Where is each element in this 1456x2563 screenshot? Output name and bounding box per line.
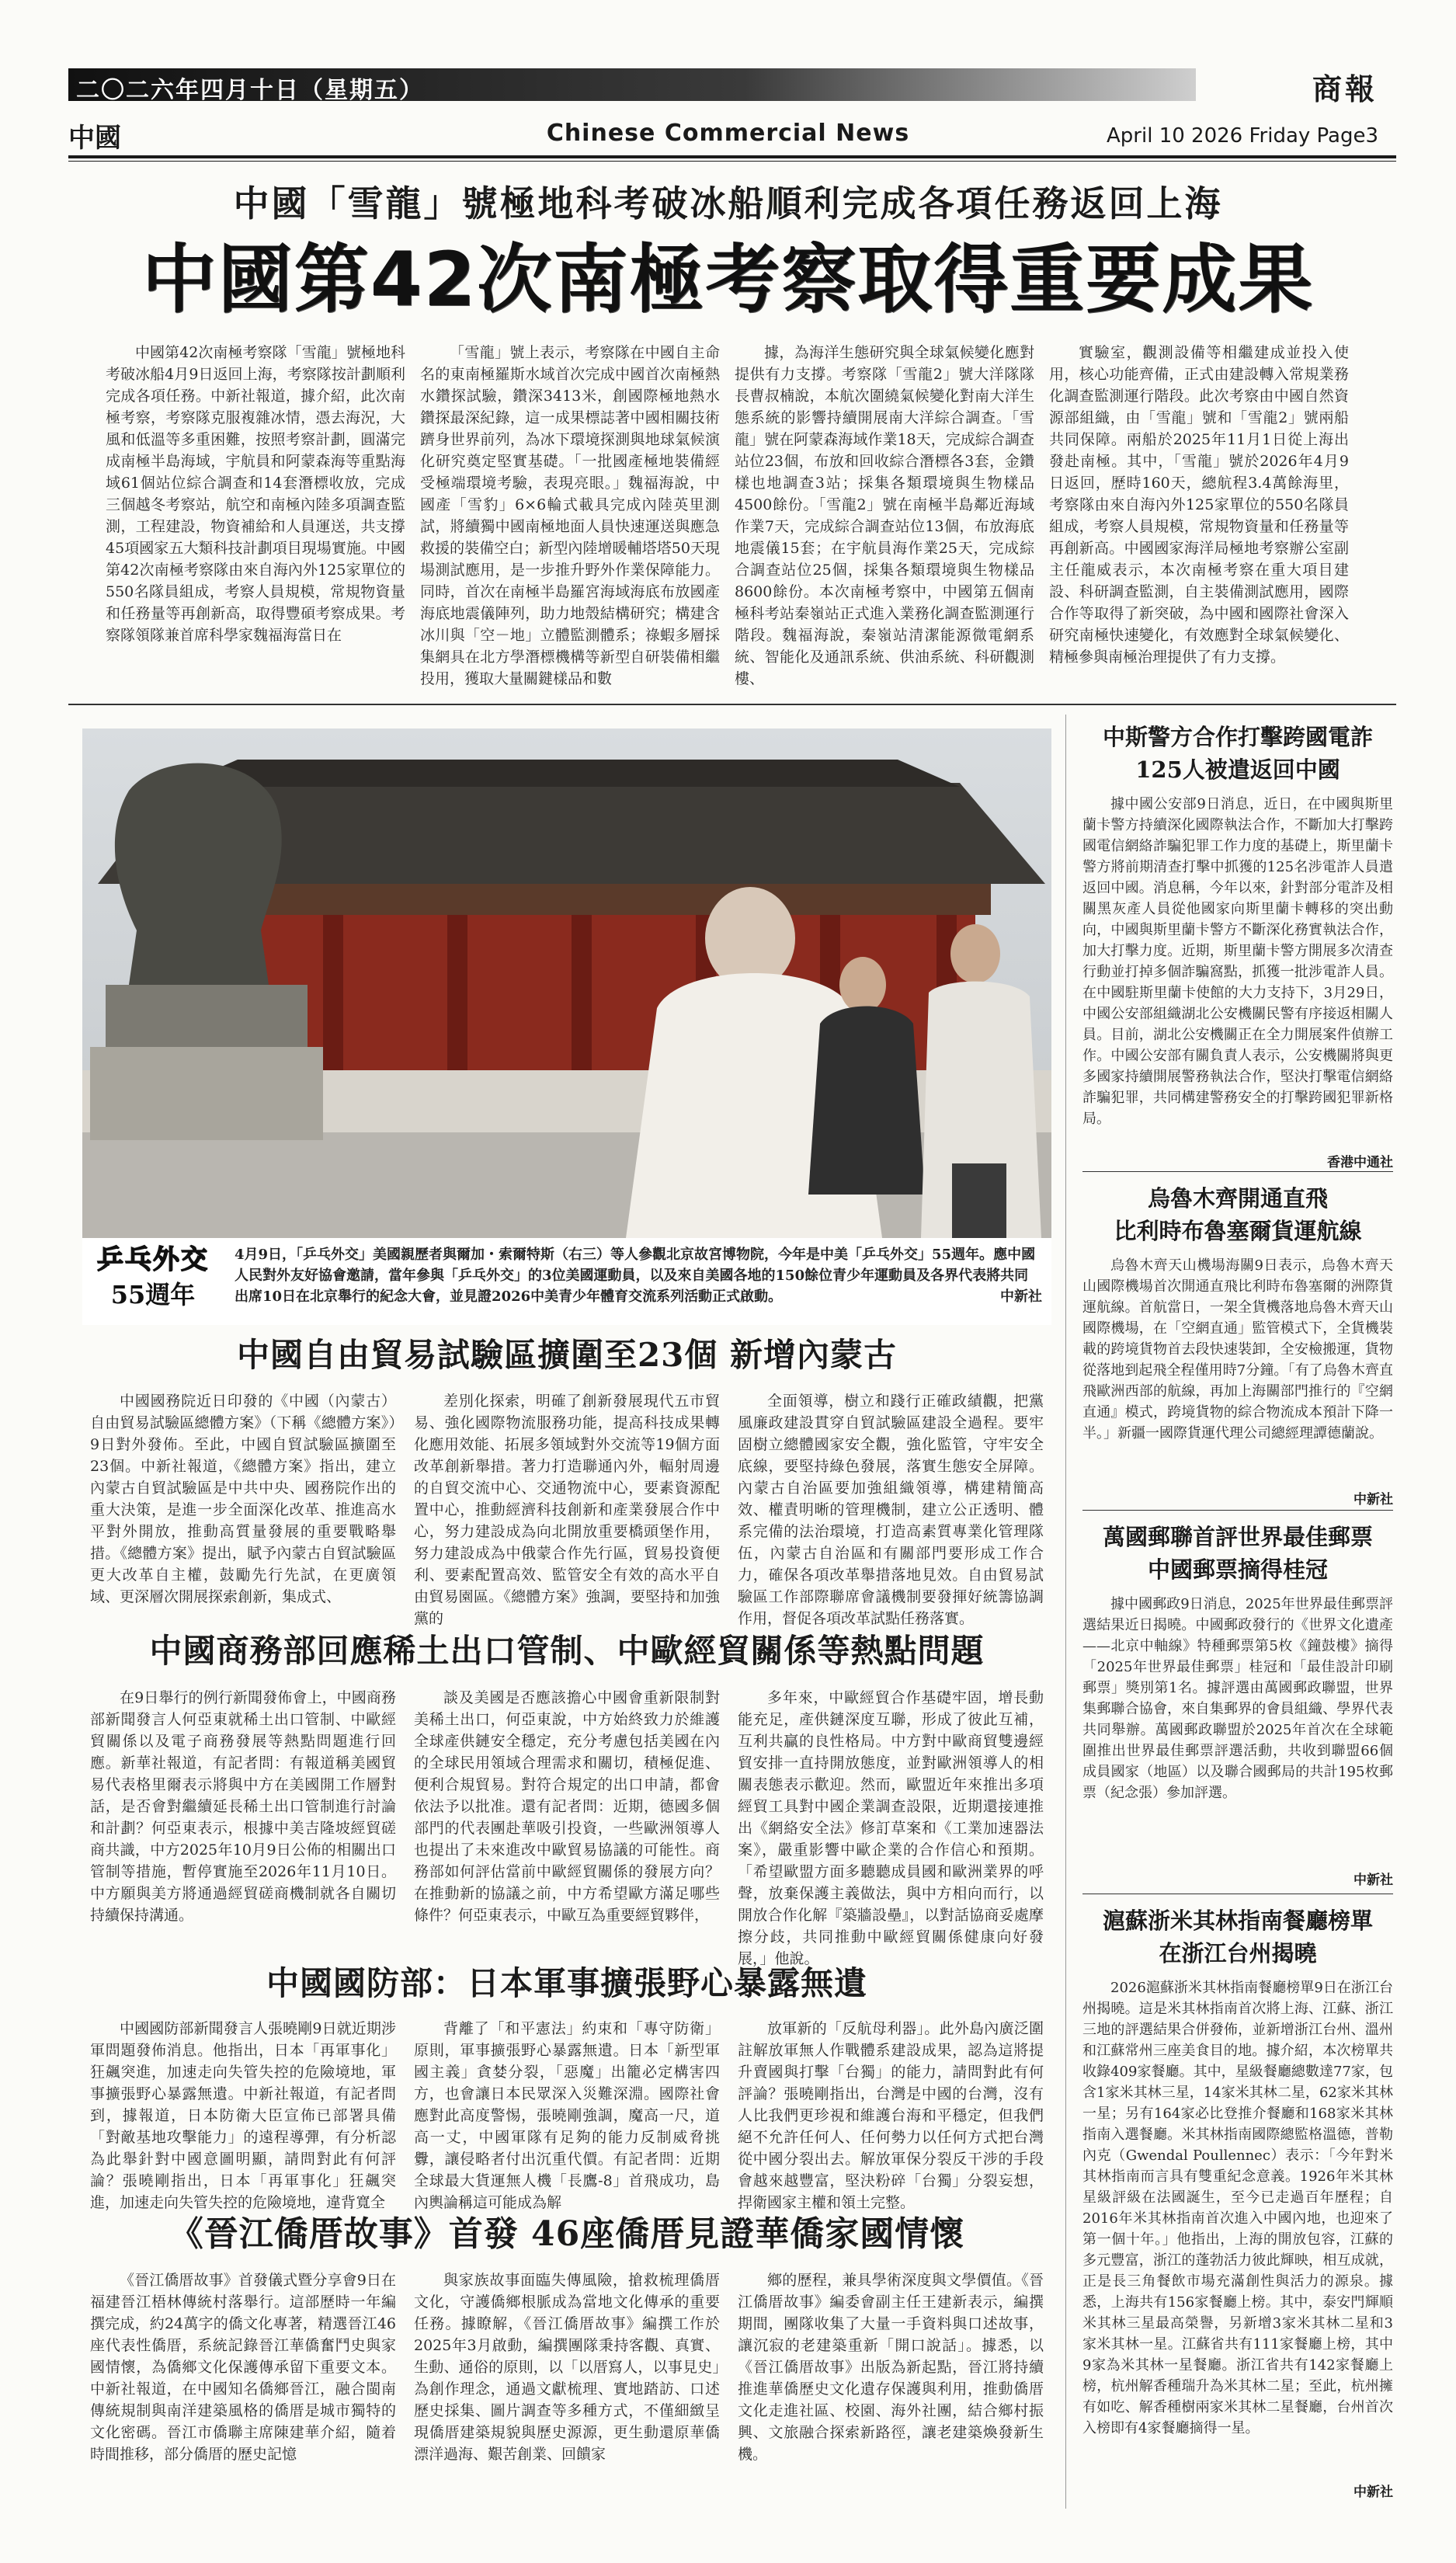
- side-story-2: [1082, 1182, 1393, 1508]
- side-story-4-title: 滬蘇浙米其林指南餐廳榜單 在浙江台州揭曉: [1102, 1907, 1373, 1967]
- mod-col-1: 中國國防部新聞發言人張曉剛9日就近期涉軍問題發佈消息。他指出，日本「再軍事化」狂飆突進，加速走向失管失控的危險境地，軍事擴張野心暴露無遺。中新社報道，有記者問到，據報道，日本防衛大臣宣佈已部署具備「對敵基地攻擊能力」的遠程導彈，有分析認為此舉針對中國意圖明顯，請問對此有何評論？張曉剛指出，日本「再軍事化」狂飆突進，加速走向失管失控的危險境地，違背寬全: [90, 2020, 396, 2211]
- side-story-3-body: 據中國郵政9日消息，2025年世界最佳郵票評選結果近日揭曉。中國郵政發行的《世界文化遺產——北京中軸線》特種郵票第5枚《鐘鼓樓》摘得「2025年世界最佳郵票」桂冠和「最佳設計印刷郵票」獎別第1名。據評選由萬國郵政聯盟，世界集郵聯合協會，來自集郵界的會員組織、學界代表共同舉辦。萬國郵政聯盟於2025年首次在全球範圍推出世界最佳郵票評選活動，共收到聯盟66個成員國家（地區）以及聯合國郵局的共計195枚郵票（紀念張）參加評選。: [1082, 1596, 1393, 1801]
- side-story-4-credit: 中新社: [1353, 2485, 1393, 2500]
- mofcom-headline: 中國商務部回應稀土出口管制、中歐經貿關係等熱點問題: [149, 1632, 985, 1670]
- sidebar-divider: [1082, 1171, 1393, 1172]
- badge-line-1: 乒乓外交: [97, 1244, 209, 1275]
- side-story-4-body: 2026滬蘇浙米其林指南餐廳榜單9日在浙江台州揭曉。這是米其林指南首次將上海、江蘇、浙江三地的評選結果合併發佈，並新增浙江台州、溫州和江蘇常州三座美食目的地。據介紹，本次榜單共收錄409家餐廳。其中，星級餐廳總數達77家，包含1家米其林三星，14家米其林二星，62家米其林一星；另有164家必比登推介餐廳和168家米其林指南入選餐廳。米其林指南國際總監格溫德，普勒內克（Gwendal Poullennec）表示：「今年對米其林指南而言具有雙重紀念意義。1926年米其林星級評級在法國誕生，至今已走過百年歷程；自2016年米其林指南首次進入中國內地，也迎來了第一個十年。」他指出，上海的開放包容，江蘇的多元豐富，浙江的蓬勃活力彼此輝映，相互成就，正是長三角餐飲市場充滿創性與活力的源泉。據悉，上海共有156家餐廳上榜。其中，泰安門輝順米其林三星最高榮譽，另新增3家米其林二星和3家米其林一星。江蘇省共有111家餐廳上榜，其中9家為米其林一星餐廳。浙江省共有142家餐廳上榜，杭州解香種瑞升為米其林二星；至此，杭州擁有如吃、解香種樹兩家米其林二星餐廳，台州首次入榜即有4家餐廳摘得一星。: [1082, 1980, 1393, 2436]
- date-banner: [68, 68, 1196, 104]
- ftz-headline: 中國自由貿易試驗區擴圍至23個 新增內蒙古: [236, 1336, 898, 1374]
- section-divider: [68, 704, 1396, 705]
- jinjiang-headline: 《晉江僑厝故事》首發 46座僑厝見證華僑家國情懷: [169, 2214, 965, 2254]
- sidebar-rule: [1065, 715, 1066, 2509]
- lead-headline: 中國第42次南極考察取得重要成果: [141, 236, 1315, 323]
- ftz-col-1: 中國國務院近日印發的《中國（內蒙古）自由貿易試驗區總體方案》（下稱《總體方案》）9日對外發佈。至此，中國自貿試驗區擴圍至23個。中新社報道，《總體方案》指出，建立內蒙古自貿試驗區是中共中央、國務院作出的重大決策，是進一步全面深化改革、推進高水平對外開放，推動高質量發展的重要戰略舉措。《總體方案》提出，賦予內蒙古自貿試驗區更大改革自主權，鼓勵先行先試，在更廣領域、更深層次開展探索創新，集成式、: [90, 1393, 396, 1605]
- lead-col-4: 實驗室，觀測設備等相繼建成並投入使用，核心功能齊備，正式由建設轉入常規業務化調查監測運行階段。此次考察由中國自然資源部組織，由「雪龍」號和「雪龍2」號兩船共同保障。兩船於2025年11月1日從上海出發赴南極。其中，「雪龍」號於2026年4月9日返回，歷時160天，總航程3.4萬餘海里，考察隊由來自海內外125家單位的550名隊員組成，考察人員規模，常規物資量和任務量等再創新高。中國國家海洋局極地考察辦公室副主任龍威表示，本次南極考察在重大項目建設、科研調查監測，自主裝備測試應用，國際合作等取得了新突破，為中國和國際社會深入研究南極快速變化，有效應對全球氣候變化、精極參與南極治理提供了有力支撐。: [1049, 344, 1349, 666]
- side-story-1-title: 中斯警方合作打擊跨國電詐 125人被遣返回中國: [1102, 724, 1373, 783]
- side-story-3-title: 萬國郵聯首評世界最佳郵票 中國郵票摘得桂冠: [1102, 1524, 1373, 1583]
- photo-credit: 中新社: [1000, 1288, 1042, 1305]
- side-story-1: [1082, 721, 1393, 1170]
- side-story-1-body: 據中國公安部9日消息，近日，在中國與斯里蘭卡警方持續深化國際執法合作，不斷加大打擊跨國電信網絡詐騙犯罪工作力度的基礎上，斯里蘭卡警方將前期清查打擊中抓獲的125名涉電詐人員遣返回中國。消息稱，今年以來，針對部分電詐及相關黑灰產人員從他國家向斯里蘭卡轉移的突出動向，中國與斯里蘭卡警方不斷深化務實執法合作，加大打擊力度。近期，斯里蘭卡警方開展多次清查行動並打掉多個詐騙窩點，抓獲一批涉電詐人員。在中國駐斯里蘭卡使館的大力支持下，3月29日，中國公安部組織湖北公安機關民警有序接返相關人員。目前，湖北公安機關正在全力開展案件偵辦工作。中國公安部有關負責人表示，公安機關將與更多國家持續開展警務執法合作，堅決打擊電信網絡詐騙犯罪，共同構建警務安全的打擊跨國犯罪新格局。: [1082, 796, 1393, 1127]
- news-photo: [82, 729, 1051, 1238]
- photo-caption-box: [82, 1238, 1051, 1325]
- lead-col-1: 中國第42次南極考察隊「雪龍」號極地科考破冰船4月9日返回上海，考察隊按計劃順利完成各項任務。中新社報道，據介紹，此次南極考察，考察隊克服複雜冰情，憑去海況，大風和低溫等多重困難，按照考察計劃，圓滿完成南極半島海域，宇航員和阿蒙森海等重點海域61個站位綜合調查和14套潛標收放，完成三個越冬考察站，航空和南極內陸多項調查監測，工程建設，物資補給和人員運送，共支撐45項國家五大類科技計劃項目現場實施。中國第42次南極考察隊由來自海內外125家單位的550名隊員組成，考察人員規模，常規物資量和任務量等再創新高，取得豐碩考察成果。考察隊領隊兼首席科學家魏福海當日在: [106, 344, 405, 644]
- paper-logo: 商報: [1312, 71, 1378, 106]
- mofcom-col-1: 在9日舉行的例行新聞發佈會上，中國商務部新聞發言人何亞東就稀土出口管制、中歐經貿關係以及電子商務發展等熱點問題進行回應。新華社報道，有記者問：有報道稱美國貿易代表格里爾表示將與中方在美國開工作層對話，是否會對繼續延長稀土出口管制進行討論和計劃？何亞東表示，根據中美吉隆坡經貿磋商共識，中方2025年10月9日公佈的相關出口管制等措施，暫停實施至2026年11月10日。中方願與美方將通過經貿磋商機制就各自關切持續保持溝通。: [90, 1689, 396, 1924]
- mod-col-3: 放軍新的「反航母利器」。此外島內廣泛圍註解放軍無人作戰體系建設成果，認為這將提升賣國與打擊「台獨」的能力，請問對此有何評論？張曉剛指出，台灣是中國的台灣，沒有人比我們更珍視和維護台海和平穩定，但我們絕不允許任何人、任何勢力以任何方式把台灣從中國分裂出去。解放軍保分裂反干涉的手段會越來越豐富，堅決粉碎「台獨」分裂妄想，捍衛國家主權和領土完整。: [738, 2020, 1044, 2211]
- section-name: 中國: [68, 123, 121, 154]
- side-story-2-credit: 中新社: [1353, 1492, 1393, 1508]
- side-story-3: [1082, 1521, 1393, 1888]
- side-story-2-body: 烏魯木齊天山機場海關9日表示，烏魯木齊天山國際機場首次開通直飛比利時布魯塞爾的洲際貨運航線。首航當日，一架全貨機落地烏魯木齊天山國際機場，在「空網直通」監管模式下，全貨機裝載的跨境貨物首去段快速裝卸，全安檢搬運，貨物從落地到起飛全程僅用時7分鐘。「有了烏魯木齊直飛歐洲西部的航線，再加上海關部門推行的『空網直通』模式，跨境貨物的綜合物流成本預計下降一半。」新疆一國際貨運代理公司總經理譚德蘭說。: [1082, 1257, 1393, 1441]
- mod-headline: 中國國防部：日本軍事擴張野心暴露無遺: [266, 1964, 867, 2002]
- side-story-2-title: 烏魯木齊開通直飛 比利時布魯塞爾貨運航線: [1114, 1185, 1362, 1244]
- badge-line-2: 55週年: [110, 1280, 196, 1309]
- issue-date: 二〇二六年四月十日（星期五）: [76, 77, 424, 104]
- jinjiang-col-3: 鄉的歷程，兼具學術深度與文學價值。《晉江僑厝故事》編委會副主任王建新表示，編撰期間，團隊收集了大量一手資料與口述故事，讓沉寂的老建築重新「開口說話」。據悉，以《晉江僑厝故事》出版為新起點，晉江將持續推進華僑歷史文化遺存保護與利用，推動僑厝文化走進社區、校園、海外社團，結合鄉村振興、文旅融合探索新路徑，讓老建築煥發新生機。: [738, 2272, 1044, 2463]
- mofcom-col-3: 多年來，中歐經貿合作基礎牢固，增長動能充足，產供鏈深度互聯，形成了彼此互補，互利共贏的良性格局。中方對中歐商貿雙邊經貿安排一直持開放態度，並對歐洲領導人的相關表態表示歡迎。然而，歐盟近年來推出多項經貿工具對中國企業調查設限，近期還接連推出《網絡安全法》修訂草案和《工業加速器法案》，嚴重影響中歐企業的合作信心和預期。「希望歐盟方面多聽聽成員國和歐洲業界的呼聲，放棄保護主義做法，與中方相向而行，以開放合作化解『築牆設壘』，以對話協商妥處摩擦分歧，共同推動中歐經貿關係健康向好發展，」他說。: [738, 1689, 1044, 1967]
- lead-col-2: 「雪龍」號上表示，考察隊在中國自主命名的東南極羅斯水域首次完成中國首次南極熱水鑽探試驗，鑽深3413米，創國際極地熱水鑽探最深紀錄，這一成果標誌著中國相關技術躋身世界前列，為冰下環境探測與地球氣候演化研究奠定堅實基礎。「一批國產極地裝備經受極端環境考驗，表現亮眼。」魏福海說，中國產「雪豹」6×6輪式載具完成內陸英里測試，將續獨中國南極地面人員快速運送與應急救援的裝備空白；新型內陸增暖輔塔塔50天現場測試應用，是一步推升野外作業保障能力。同時，首次在南極半島羅宮海域海底布放國產海底地震儀陣列，助力地殼結構研究；構建含冰川與「空－地」立體監測體系；祿蝦多層採集網具在北方學潛標機構等新型自研裝備相繼投用，獲取大量關鍵樣品和數: [420, 344, 720, 687]
- edition-line: April 10 2026 Friday Page3: [1107, 124, 1379, 148]
- mofcom-col-2: 談及美國是否應該擔心中國會重新限制對美稀土出口，何亞東說，中方始終致力於維護全球產供鏈安全穩定，充分考慮包括美國在內的全球民用領域合理需求和關切，積極促進、便利合規貿易。對符合規定的出口申請，都會依法予以批准。還有記者問：近期，德國多個部門的代表團赴華吸引投資，一些歐洲領導人也提出了未來進改中歐貿易協議的可能性。商務部如何評估當前中歐經貿關係的發展方向？在推動新的協議之前，中方希望歐方滿足哪些條件？何亞東表示，中歐互為重要經貿夥伴，: [414, 1689, 720, 1924]
- ftz-col-3: 全面領導，樹立和踐行正確政績觀，把黨風廉政建設貫穿自貿試驗區建設全過程。要牢固樹立總體國家安全觀，強化監管，守牢安全底線，要堅持綠色發展，落實生態安全屏障。內蒙古自治區要加強組織領導，構建精簡高效、權責明晰的管理機制，建立公正透明、體系完備的法治環境，打造高素質專業化管理隊伍，內蒙古自治區和有關部門要形成工作合力，確保各項改革舉措落地見效。自由貿易試驗區工作部際聯席會議機制要發揮好統籌協調作用，督促各項改革試點任務落實。: [738, 1393, 1044, 1627]
- photo-illustration: [82, 729, 1051, 1238]
- header-rule: [68, 155, 1396, 158]
- mod-col-2: 背離了「和平憲法」約束和「專守防衛」原則，軍事擴張野心暴露無遺。日本「新型軍國主義」貪婪分裂，「惡魔」出籠必定構害四方，也會讓日本民眾深入災難深淵。國際社會應對此高度警惕，張曉剛強調，魔高一尺，道高一丈，中國軍隊有足夠的能力反制威脅挑釁，讓侵略者付出沉重代價。有記者問：近期全球最大貨運無人機「長鷹-8」首飛成功，島內輿論稱這可能成為解: [414, 2020, 720, 2211]
- caption-badge: [87, 1243, 219, 1320]
- lead-kicker: 中國「雪龍」號極地科考破冰船順利完成各項任務返回上海: [233, 183, 1223, 224]
- side-story-4: [1082, 1904, 1393, 2500]
- jinjiang-col-2: 與家族故事面臨失傳風險，搶救梳理僑厝文化，守護僑鄉根脈成為當地文化傳承的重要任務。據瞭解，《晉江僑厝故事》編撰工作於2025年3月啟動，編撰團隊秉持客觀、真實、生動、通俗的原則，以「以厝寫人，以事見史」為創作理念，通過文獻梳理、實地踏訪、口述歷史採集、圖片調查等多種方式，不僅細緻呈現僑厝建築規貌與歷史源源，更生動還原華僑漂洋過海、艱苦創業、回饋家: [414, 2272, 720, 2463]
- photo-caption: 4月9日，「乒乓外交」美國親歷者與爾加・索爾特斯（右三）等人參觀北京故宮博物院，今年是中美「乒乓外交」55週年。應中國人民對外友好協會邀請，當年參與「乒乓外交」的3位美國運動員，以及來自美國各地的150餘位青少年運動員及各界代表將共同出席10日在北京舉行的紀念大會，並見證2026中美青少年體育交流系列活動正式啟動。 中新社: [235, 1244, 1042, 1307]
- jinjiang-col-1: 《晉江僑厝故事》首發儀式暨分享會9日在福建晉江梧林傳統村落舉行。這部歷時一年編撰完成，約24萬字的僑文化專著，精選晉江46座代表性僑厝，系統記錄晉江華僑奮鬥史與家國情懷，為僑鄉文化保護傳承留下重要文本。中新社報道，在中國知名僑鄉晉江，融合閩南傳統規制與南洋建築風格的僑厝是城市獨特的文化密碼。晉江市僑聯主席陳建華介紹，隨着時間推移，部分僑厝的歷史記憶: [90, 2272, 396, 2463]
- sidebar-divider: [1082, 1510, 1393, 1511]
- paper-name: Chinese Commercial News: [546, 120, 910, 147]
- lead-col-3: 據，為海洋生態研究與全球氣候變化應對提供有力支撐。考察隊「雪龍2」號大洋隊隊長曹叔楠說，本航次圍繞氣候變化對南大洋生態系統的影響持續開展南大洋綜合調查。「雪龍」號在阿蒙森海域作業18天，完成綜合調查站位23個，布放和回收綜合潛標各3套，金鑽樣也地調查3站；採集各類環境與生物樣品4500餘份。「雪龍2」號在南極半島鄰近海域作業7天，完成綜合調查站位13個，布放海底地震儀15套；在宇航員海作業25天，完成綜合調查站位25個，採集各類環境與生物樣品8600餘份。本次南極考察中，中國第五個南極科考站秦嶺站正式進入業務化調查監測運行階段。魏福海說，秦嶺站清潔能源微電網系統、智能化及通訊系統、供油系統、科研觀測樓、: [735, 344, 1034, 687]
- header-rule-thin: [68, 161, 1396, 162]
- side-story-1-credit: 香港中通社: [1327, 1155, 1393, 1170]
- ftz-col-2: 差別化探索，明確了創新發展現代五市貿易、強化國際物流服務功能，提高科技成果轉化應用效能、拓展多領域對外交流等19個方面改革創新舉措。著力打造聯通內外，輻射周邊的自貿交流中心、交通物流中心，要素資源配置中心，推動經濟科技創新和產業發展合作中心，努力建設成為向北開放重要橋頭堡作用，努力建設成為中俄蒙合作先行區，貿易投資便利、要素配置高效、監管安全有效的高水平自由貿易園區。《總體方案》強調，要堅持和加強黨的: [414, 1393, 720, 1627]
- side-story-3-credit: 中新社: [1353, 1873, 1393, 1888]
